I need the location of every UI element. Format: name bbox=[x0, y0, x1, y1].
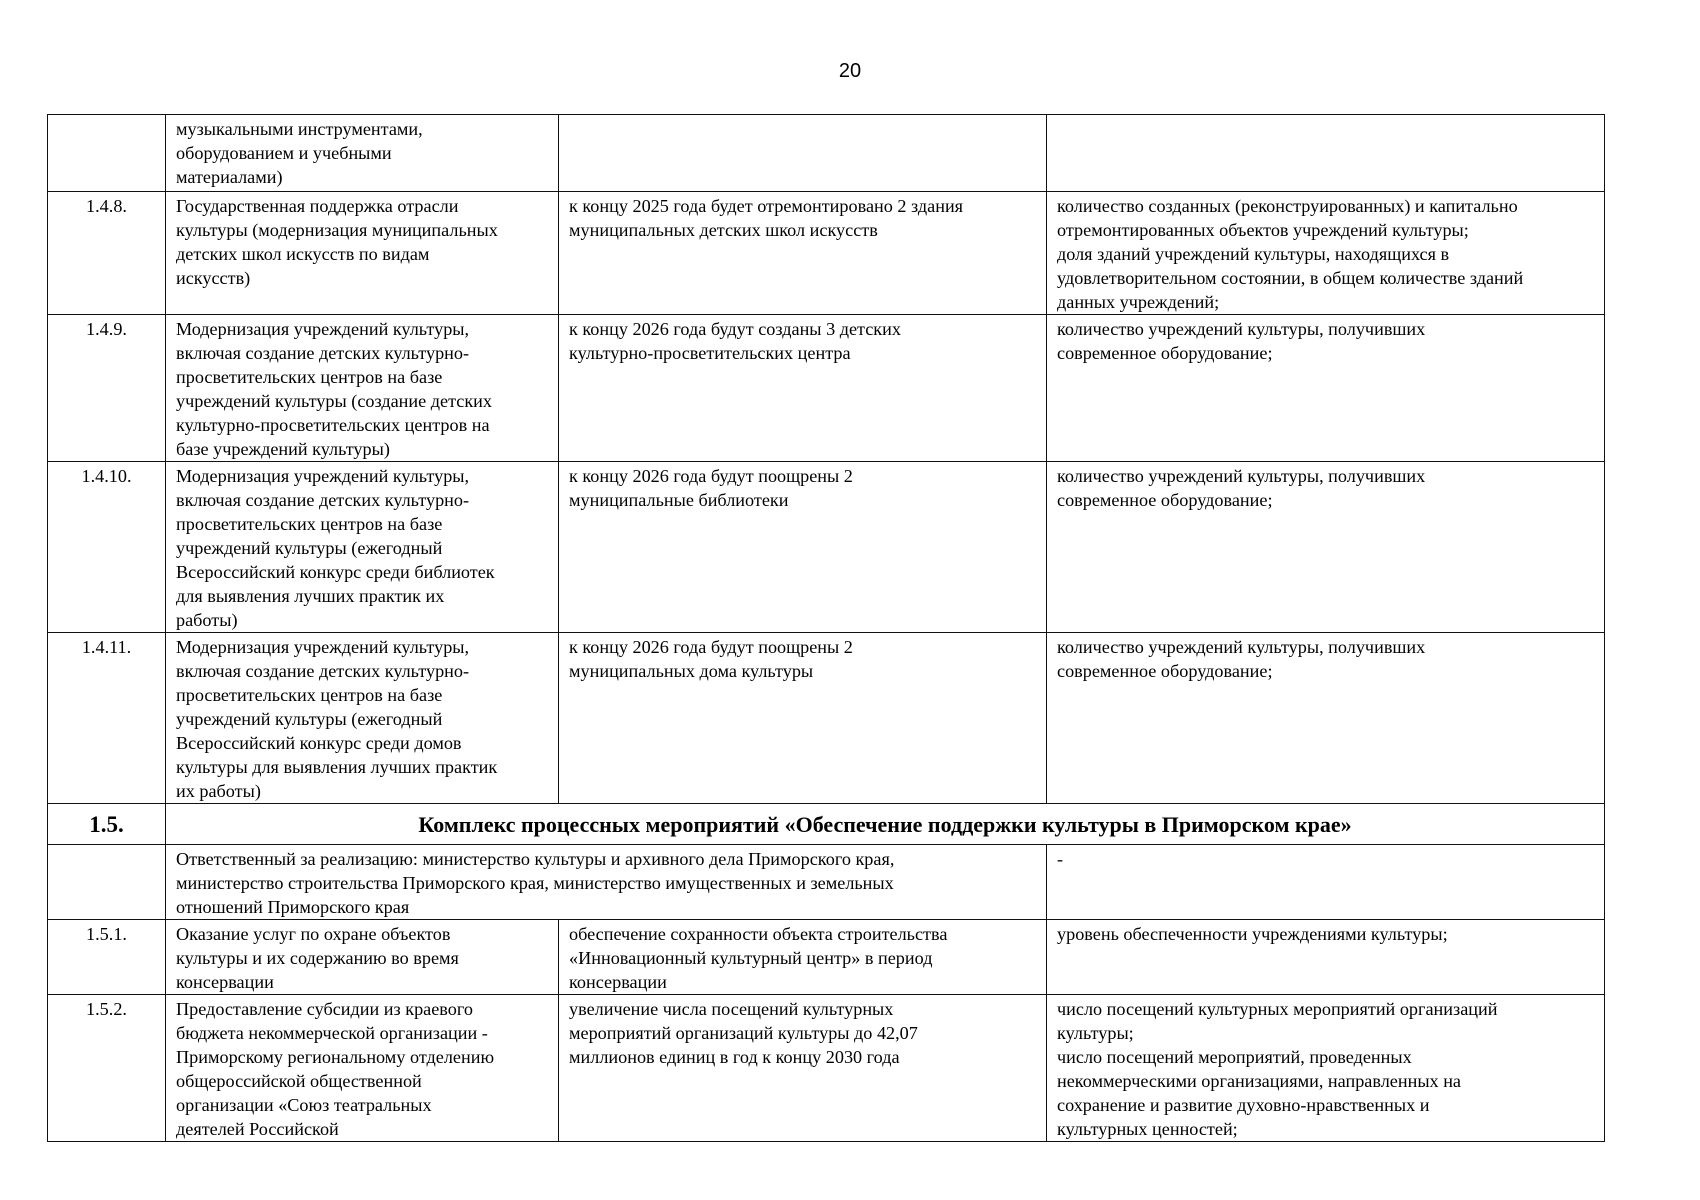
responsible-row bbox=[48, 845, 1605, 920]
row-number: 1.4.9. bbox=[48, 315, 166, 462]
page-number: 20 bbox=[838, 60, 862, 82]
indicator-cell: количество созданных (реконструированных) и капитально отремонтированных объектов учреждений культуры; доля зданий учреждений культуры, находящихся в удовлетворительном состоянии, в общем количестве зданий данных учреждений; bbox=[1047, 192, 1605, 315]
event-cell: музыкальными инструментами, оборудованием и учебными материалами) bbox=[166, 115, 559, 192]
indicator-cell: количество учреждений культуры, получивших современное оборудование; bbox=[1047, 315, 1605, 462]
row-number bbox=[48, 115, 166, 192]
result-cell: к концу 2026 года будут созданы 3 детских культурно-просветительских центра bbox=[559, 315, 1047, 462]
indicator-cell bbox=[1047, 115, 1605, 192]
row-number bbox=[48, 845, 166, 920]
table-row bbox=[48, 462, 1605, 633]
table-row bbox=[48, 315, 1605, 462]
row-number: 1.4.11. bbox=[48, 633, 166, 804]
table-row bbox=[48, 115, 1605, 192]
responsible-value: - bbox=[1047, 845, 1605, 920]
measures-table bbox=[47, 114, 1605, 1142]
row-number: 1.4.8. bbox=[48, 192, 166, 315]
event-cell: Предоставление субсидии из краевого бюджета некоммерческой организации - Приморскому региональному отделению общероссийской общественной организации «Союз театральных деятелей Российской bbox=[166, 995, 559, 1142]
event-cell: Модернизация учреждений культуры, включая создание детских культурно- просветительских центров на базе учреждений культуры (ежегодный Всероссийский конкурс среди библиотек для выявления лучших практик их работы) bbox=[166, 462, 559, 633]
event-cell: Модернизация учреждений культуры, включая создание детских культурно- просветительских центров на базе учреждений культуры (ежегодный Всероссийский конкурс среди домов культуры для выявления лучших практик их работы) bbox=[166, 633, 559, 804]
event-cell: Оказание услуг по охране объектов культуры и их содержанию во время консервации bbox=[166, 920, 559, 995]
responsible-text: Ответственный за реализацию: министерство культуры и архивного дела Приморского края, министерство строительства Приморского края, министерство имущественных и земельных отношений Приморского края bbox=[166, 845, 1047, 920]
result-cell: увеличение числа посещений культурных мероприятий организаций культуры до 42,07 миллионов единиц в год к концу 2030 года bbox=[559, 995, 1047, 1142]
indicator-cell: уровень обеспеченности учреждениями культуры; bbox=[1047, 920, 1605, 995]
result-cell: к концу 2025 года будет отремонтировано 2 здания муниципальных детских школ искусств bbox=[559, 192, 1047, 315]
event-cell: Государственная поддержка отрасли культуры (модернизация муниципальных детских школ искусств по видам искусств) bbox=[166, 192, 559, 315]
table-row bbox=[48, 995, 1605, 1142]
section-title: Комплекс процессных мероприятий «Обеспечение поддержки культуры в Приморском крае» bbox=[166, 804, 1605, 845]
row-number: 1.4.10. bbox=[48, 462, 166, 633]
indicator-cell: количество учреждений культуры, получивших современное оборудование; bbox=[1047, 462, 1605, 633]
table-row bbox=[48, 633, 1605, 804]
result-cell: к концу 2026 года будут поощрены 2 муниципальные библиотеки bbox=[559, 462, 1047, 633]
result-cell: к концу 2026 года будут поощрены 2 муниципальных дома культуры bbox=[559, 633, 1047, 804]
table-row bbox=[48, 920, 1605, 995]
row-number: 1.5.1. bbox=[48, 920, 166, 995]
row-number: 1.5.2. bbox=[48, 995, 166, 1142]
indicator-cell: количество учреждений культуры, получивших современное оборудование; bbox=[1047, 633, 1605, 804]
result-cell bbox=[559, 115, 1047, 192]
section-number: 1.5. bbox=[48, 804, 166, 845]
table-row bbox=[48, 192, 1605, 315]
result-cell: обеспечение сохранности объекта строительства «Инновационный культурный центр» в период консервации bbox=[559, 920, 1047, 995]
section-row bbox=[48, 804, 1605, 845]
indicator-cell: число посещений культурных мероприятий организаций культуры; число посещений мероприятий, проведенных некоммерческими организациями, направленных на сохранение и развитие духовно-нравственных и культурных ценностей; bbox=[1047, 995, 1605, 1142]
event-cell: Модернизация учреждений культуры, включая создание детских культурно- просветительских центров на базе учреждений культуры (создание детских культурно-просветительских центров на базе учреждений культуры) bbox=[166, 315, 559, 462]
